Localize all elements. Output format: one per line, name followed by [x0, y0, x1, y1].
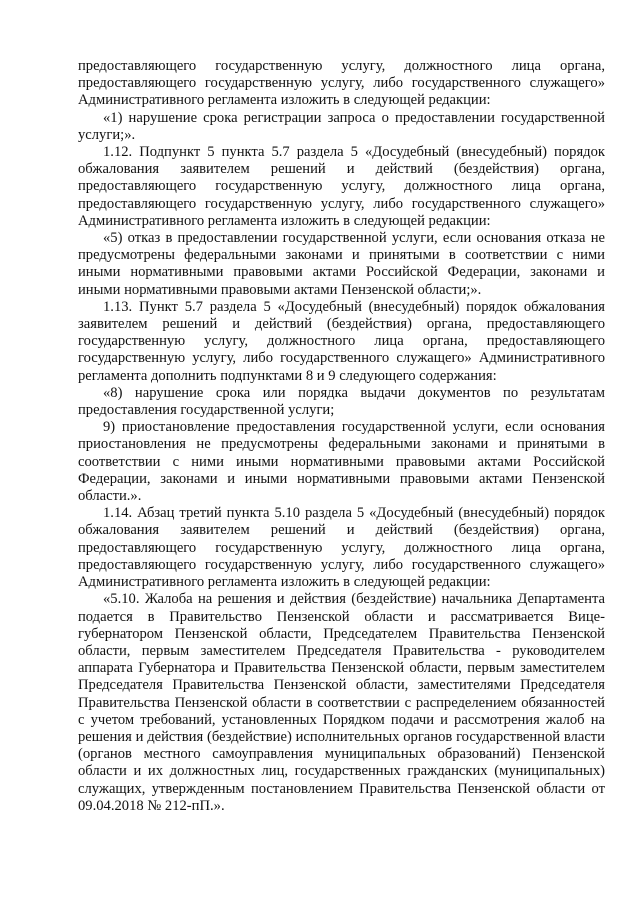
paragraph-5: 1.13. Пункт 5.7 раздела 5 «Досудебный (внесудебный) порядок обжалования заявителем решений и действий (бездействия) органа, предоставляющего государственную услугу, должностного лица органа, предоставляющего государственную услугу, либо государственного служащего» Административного регламента дополнить подпунктами 8 и 9 следующего содержания:	[78, 298, 605, 384]
paragraph-7: 9) приостановление предоставления государственной услуги, если основания приостановления не предусмотрены федеральными законами и принятыми в соответствии с ними иными нормативными правовыми актами Российской Федерации, законами и иными нормативными правовыми актами Пензенской области.».	[78, 419, 605, 505]
paragraph-6: «8) нарушение срока или порядка выдачи документов по результатам предоставления государственной услуги;	[78, 384, 605, 419]
paragraph-8: 1.14. Абзац третий пункта 5.10 раздела 5 «Досудебный (внесудебный) порядок обжалования заявителем решений и действий (бездействия) органа, предоставляющего государственную услугу, должностного лица органа, предоставляющего государственную услугу, либо государственного служащего» Административного регламента изложить в следующей редакции:	[78, 505, 605, 591]
paragraph-4: «5) отказ в предоставлении государственной услуги, если основания отказа не предусмотрены федеральными законами и принятыми в соответствии с ними иными нормативными правовыми актами Российской Федерации, законами и иными нормативными правовыми актами Пензенской области;».	[78, 230, 605, 298]
document-page	[78, 58, 605, 815]
paragraph-3: 1.12. Подпункт 5 пункта 5.7 раздела 5 «Досудебный (внесудебный) порядок обжалования заявителем решений и действий (бездействия) органа, предоставляющего государственную услугу, должностного лица органа, предоставляющего государственную услугу, либо государственного служащего» Административного регламента изложить в следующей редакции:	[78, 144, 605, 229]
paragraph-9: «5.10. Жалоба на решения и действия (бездействие) начальника Департамента подается в Правительство Пензенской области и рассматривается Вице-губернатором Пензенской области, Председателем Правительства Пензенской области, первым заместителем Председателя Правительства - руководителем аппарата Губернатора и Правительства Пензенской области, первым заместителем Председателя Правительства Пензенской области, заместителями Председателя Правительства Пензенской области в соответствии с распределением обязанностей с учетом требований, установленных Порядком подачи и рассмотрения жалоб на решения и действия (бездействие) исполнительных органов государственной власти (органов местного самоуправления муниципальных образований) Пензенской области и их должностных лиц, государственных гражданских (муниципальных) служащих, утвержденным постановлением Правительства Пензенской области от 09.04.2018 № 212-пП.».	[78, 591, 605, 814]
paragraph-1: предоставляющего государственную услугу, должностного лица органа, предоставляющего государственную услугу, либо государственного служащего» Административного регламента изложить в следующей редакции:	[78, 58, 605, 109]
paragraph-2: «1) нарушение срока регистрации запроса о предоставлении государственной услуги;».	[78, 109, 605, 143]
